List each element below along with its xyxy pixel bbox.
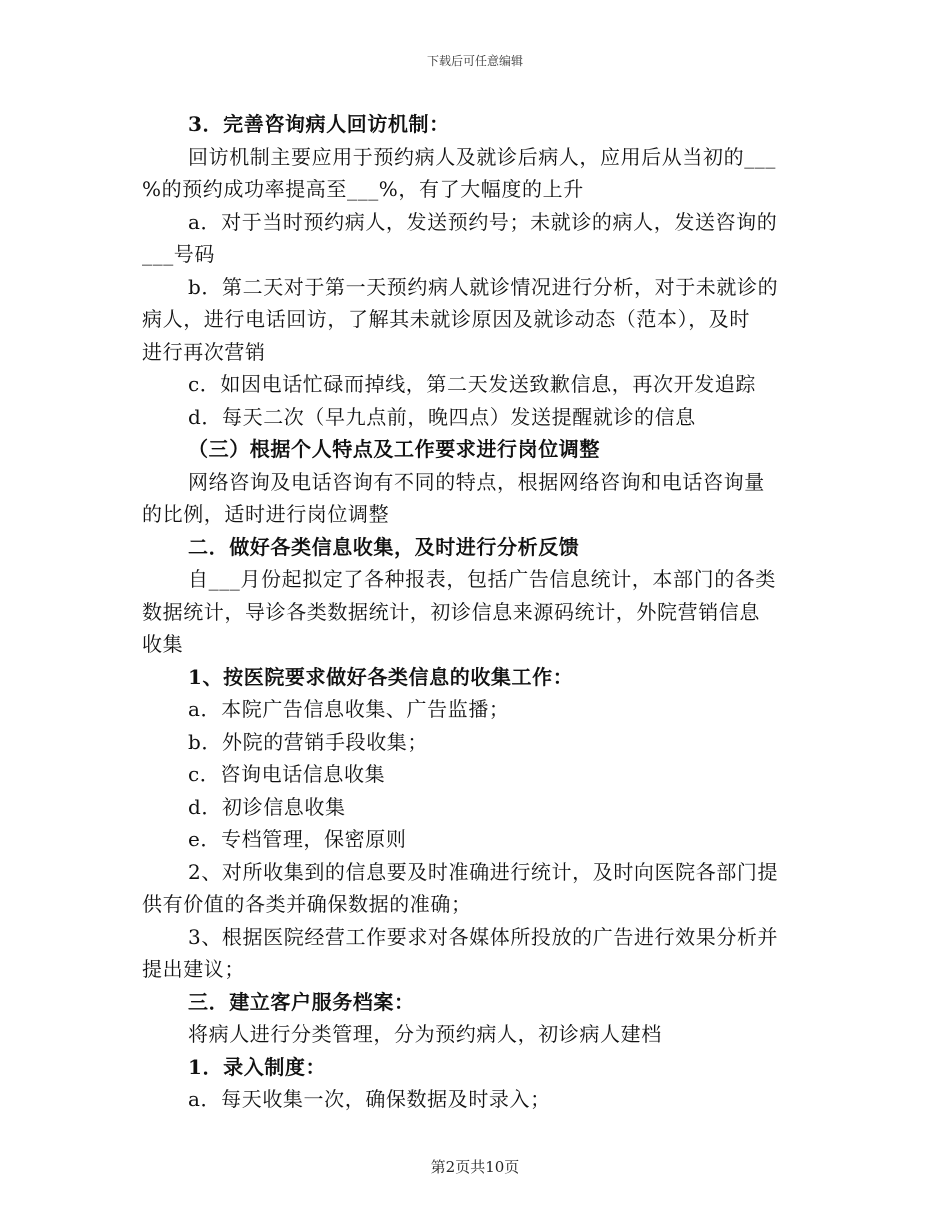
body-text-line: b．第二天对于第一天预约病人就诊情况进行分析，对于未就诊的: [188, 274, 779, 299]
body-text-line: 提出建议；: [142, 957, 245, 981]
body-text-line: 进行再次营销: [142, 339, 266, 364]
body-text-line: 数据统计，导诊各类数据统计，初诊信息来源码统计，外院营销信息: [142, 599, 760, 624]
section-heading: 三．建立客户服务档案：: [188, 989, 415, 1014]
body-text-line: a．对于当时预约病人，发送预约号；未就诊的病人，发送咨询的: [188, 209, 778, 234]
page-footer: 第2页共10页: [430, 1158, 520, 1176]
section-heading: 二．做好各类信息收集，及时进行分析反馈: [188, 534, 580, 559]
body-text-line: a．每天收集一次，确保数据及时录入；: [188, 1087, 551, 1111]
body-text-line: 将病人进行分类管理，分为预约病人，初诊病人建档: [188, 1022, 662, 1046]
body-text-line: c．如因电话忙碌而掉线，第二天发送致歉信息，再次开发追踪: [188, 372, 757, 396]
section-heading: 1、按医院要求做好各类信息的收集工作：: [188, 664, 574, 689]
body-text-line: 回访机制主要应用于预约病人及就诊后病人，应用后从当初的___: [188, 144, 776, 169]
body-text-line: 收集: [142, 632, 184, 656]
section-heading: （三）根据个人特点及工作要求进行岗位调整: [188, 437, 600, 461]
body-text-line: 病人，进行电话回访，了解其未就诊原因及就诊动态（范本），及时: [142, 307, 750, 331]
body-text-line: 3、根据医院经营工作要求对各媒体所投放的广告进行效果分析并: [188, 924, 779, 949]
body-text-line: c．咨询电话信息收集: [188, 762, 386, 786]
body-text-line: e．专档管理，保密原则: [188, 827, 407, 851]
body-text-line: 的比例，适时进行岗位调整: [142, 502, 390, 526]
body-text-line: %的预约成功率提高至___%，有了大幅度的上升: [142, 177, 584, 201]
body-text-line: 2、对所收集到的信息要及时准确进行统计，及时向医院各部门提: [188, 859, 779, 884]
section-heading: 1．录入制度：: [188, 1054, 327, 1079]
body-text-line: d．初诊信息收集: [188, 794, 346, 819]
document-body: [142, 108, 812, 1116]
page-header: 下载后可任意编辑: [426, 54, 523, 68]
section-heading: 3．完善咨询病人回访机制：: [188, 112, 450, 136]
body-text-line: a．本院广告信息收集、广告监播；: [188, 697, 510, 721]
body-text-line: d．每天二次（早九点前，晚四点）发送提醒就诊的信息: [188, 404, 696, 429]
body-text-line: 网络咨询及电话咨询有不同的特点，根据网络咨询和电话咨询量: [188, 469, 765, 494]
body-text-line: ___号码: [142, 242, 215, 266]
body-text-line: b．外院的营销手段收集；: [188, 729, 429, 754]
body-text-line: 供有价值的各类并确保数据的准确；: [142, 892, 472, 916]
body-text-line: 自___月份起拟定了各种报表，包括广告信息统计，本部门的各类: [188, 567, 776, 591]
